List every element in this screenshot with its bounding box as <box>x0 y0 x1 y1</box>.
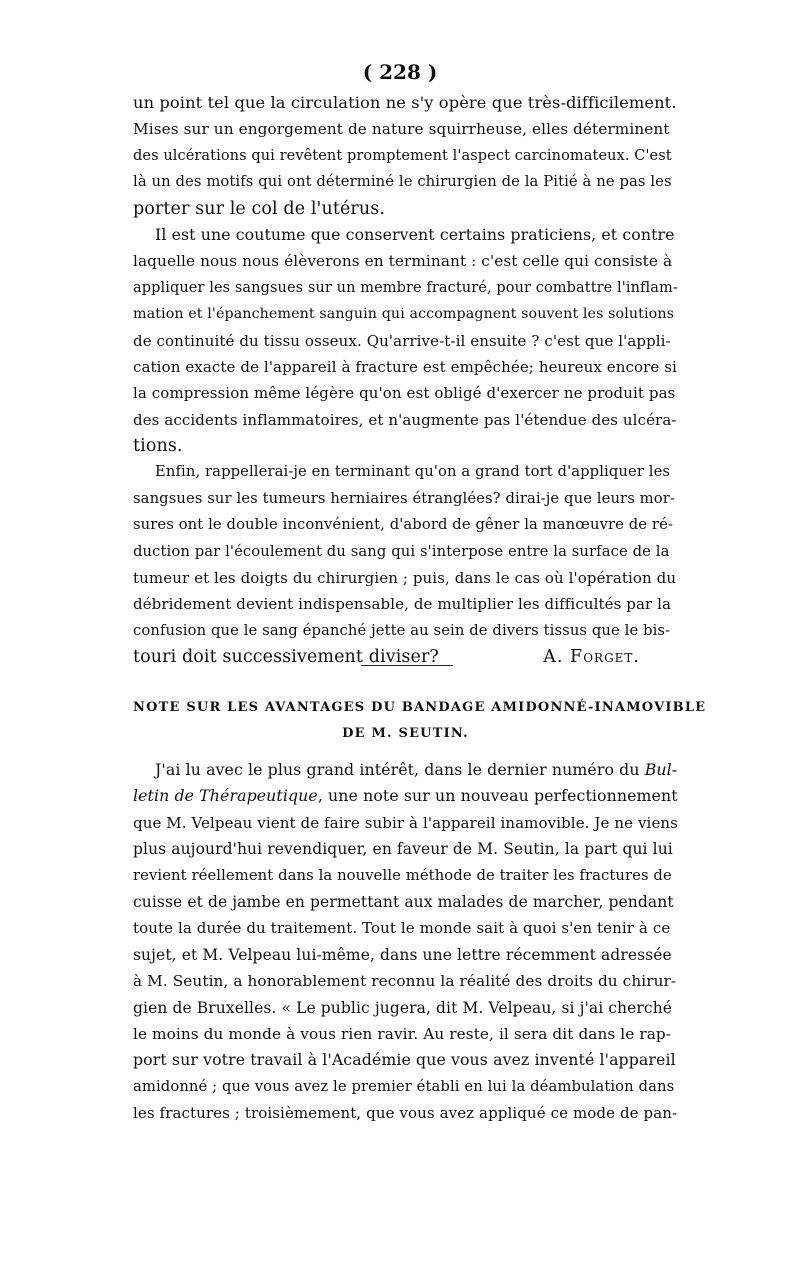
line-text: la compression même légère qu'on est obligé d'exercer ne produit pas <box>133 384 676 403</box>
text-line <box>133 486 678 512</box>
text-line <box>133 915 678 941</box>
line-text: confusion que le sang épanché jette au sein de divers tissus que le bis- <box>133 621 671 639</box>
line-text: porter sur le col de l'utérus. <box>133 198 385 219</box>
line-text: sures ont le double inconvénient, d'abord de gêner la manœuvre de ré- <box>133 516 673 534</box>
text-line <box>133 169 678 195</box>
text-line <box>133 90 678 116</box>
text-line <box>133 116 678 142</box>
line-text: cation exacte de l'appareil à fracture est empêchée; heureux encore si <box>133 357 677 376</box>
line-text: tumeur et les doigts du chirurgien ; puis, dans le cas où l'opération du <box>133 569 677 588</box>
text-line <box>133 248 678 274</box>
line-text: les fractures ; troisièmement, que vous avez appliqué ce mode de pan- <box>133 1104 678 1123</box>
line-text: gien de Bruxelles. « Le public jugera, dit M. Velpeau, si j'ai cherché <box>133 998 673 1017</box>
section-divider <box>361 665 453 666</box>
text-line <box>133 942 678 968</box>
line-text: mation et l'épanchement sanguin qui accompagnent souvent les solutions <box>133 306 675 323</box>
line-text: à M. Seutin, a honorablement reconnu la réalité des droits du chirur- <box>133 972 677 991</box>
line-text: revient réellement dans la nouvelle méthode de traiter les fractures de <box>133 866 672 884</box>
line-text: Mises sur un engorgement de nature squirrheuse, elles déterminent <box>133 120 670 139</box>
text-line <box>133 301 678 327</box>
line-text: tions. <box>133 436 183 457</box>
line-text: , une note sur un nouveau perfectionnement <box>317 786 678 806</box>
text-line <box>133 222 678 248</box>
line-text: des ulcérations qui revêtent promptement l'aspect carcinomateux. C'est <box>133 147 672 164</box>
line-text: là un des motifs qui ont déterminé le chirurgien de la Pitié à ne pas les <box>133 173 672 191</box>
text-line <box>133 644 678 670</box>
line-text: de continuité du tissu osseux. Qu'arrive-t-il ensuite ? c'est que l'appli- <box>133 331 671 350</box>
text-line <box>133 512 678 538</box>
text-line <box>133 407 678 433</box>
text-line-content <box>133 783 678 809</box>
text-line <box>133 539 678 565</box>
text-line <box>133 889 678 915</box>
text-line <box>133 354 678 380</box>
text-line <box>133 618 678 644</box>
text-line <box>133 1047 678 1073</box>
text-line <box>133 757 678 783</box>
line-text: port sur votre travail à l'Académie que vous avez inventé l'appareil <box>133 1050 676 1070</box>
text-line <box>133 1021 678 1047</box>
article-continuation <box>133 90 678 671</box>
line-text: amidonné ; que vous avez le premier établi en lui la déambulation dans <box>133 1077 675 1095</box>
note-title <box>133 695 707 747</box>
line-text: duction par l'écoulement du sang qui s'interpose entre la surface de la <box>133 542 670 560</box>
line-text: des accidents inflammatoires, et n'augmente pas l'étendue des ulcéra- <box>133 410 677 429</box>
text-line <box>133 380 678 406</box>
text-line <box>133 1100 678 1126</box>
line-text: sangsues sur les tumeurs herniaires étranglées? dirai-je que leurs mor- <box>133 489 675 507</box>
page-number: ( 228 ) <box>362 60 438 84</box>
line-text: un point tel que la circulation ne s'y opère que très-difficilement. <box>133 93 677 112</box>
text-line <box>133 836 678 862</box>
line-text: que M. Velpeau vient de faire subir à l'appareil inamovible. Je ne viens <box>133 813 678 832</box>
line-text: laquelle nous nous élèverons en terminant : c'est celle qui consiste à <box>133 252 673 271</box>
text-line <box>133 433 678 459</box>
text-line <box>133 1074 678 1100</box>
line-text: Enfin, rappellerai-je en terminant qu'on a grand tort d'appliquer les <box>155 463 671 481</box>
line-text: appliquer les sangsues sur un membre fracturé, pour combattre l'inflam- <box>133 279 678 296</box>
line-text: J'ai lu avec le plus grand intérêt, dans le dernier numéro du <box>155 760 640 779</box>
text-line <box>133 810 678 836</box>
line-text: toute la durée du traitement. Tout le monde sait à quoi s'en tenir à ce <box>133 919 671 938</box>
text-line <box>133 196 678 222</box>
note-title-line-1: NOTE SUR LES AVANTAGES DU BANDAGE AMIDONNÉ-INAMOVIBLE <box>133 700 707 715</box>
line-text: le moins du monde à vous rien ravir. Au reste, il sera dit dans le rap- <box>133 1024 672 1043</box>
text-line-content <box>155 757 677 783</box>
line-text: cuisse et de jambe en permettant aux malades de marcher, pendant <box>133 892 674 911</box>
text-line <box>133 143 678 169</box>
line-text: débridement devient indispensable, de multiplier les difficultés par la <box>133 595 672 614</box>
note-title-line-2: DE M. SEUTIN. <box>342 726 469 741</box>
line-text: sujet, et M. Velpeau lui-même, dans une lettre récemment adressée <box>133 945 672 964</box>
text-line <box>133 459 678 485</box>
text-line <box>133 591 678 617</box>
line-text: touri doit successivement diviser? <box>133 647 439 668</box>
text-line <box>133 565 678 591</box>
text-line <box>133 275 678 301</box>
text-line <box>133 328 678 354</box>
author-signature: A. Forget. <box>543 647 640 668</box>
journal-title-italic: Bul- <box>644 760 678 779</box>
text-line <box>133 995 678 1021</box>
text-line <box>133 863 678 889</box>
line-text: plus aujourd'hui revendiquer, en faveur de M. Seutin, la part qui lui <box>133 840 673 859</box>
note-body <box>133 757 678 1126</box>
line-text: Il est une coutume que conservent certains praticiens, et contre <box>155 224 675 244</box>
text-line <box>133 783 678 809</box>
journal-title-italic: letin de Thérapeutique <box>133 786 318 806</box>
text-line <box>133 968 678 994</box>
